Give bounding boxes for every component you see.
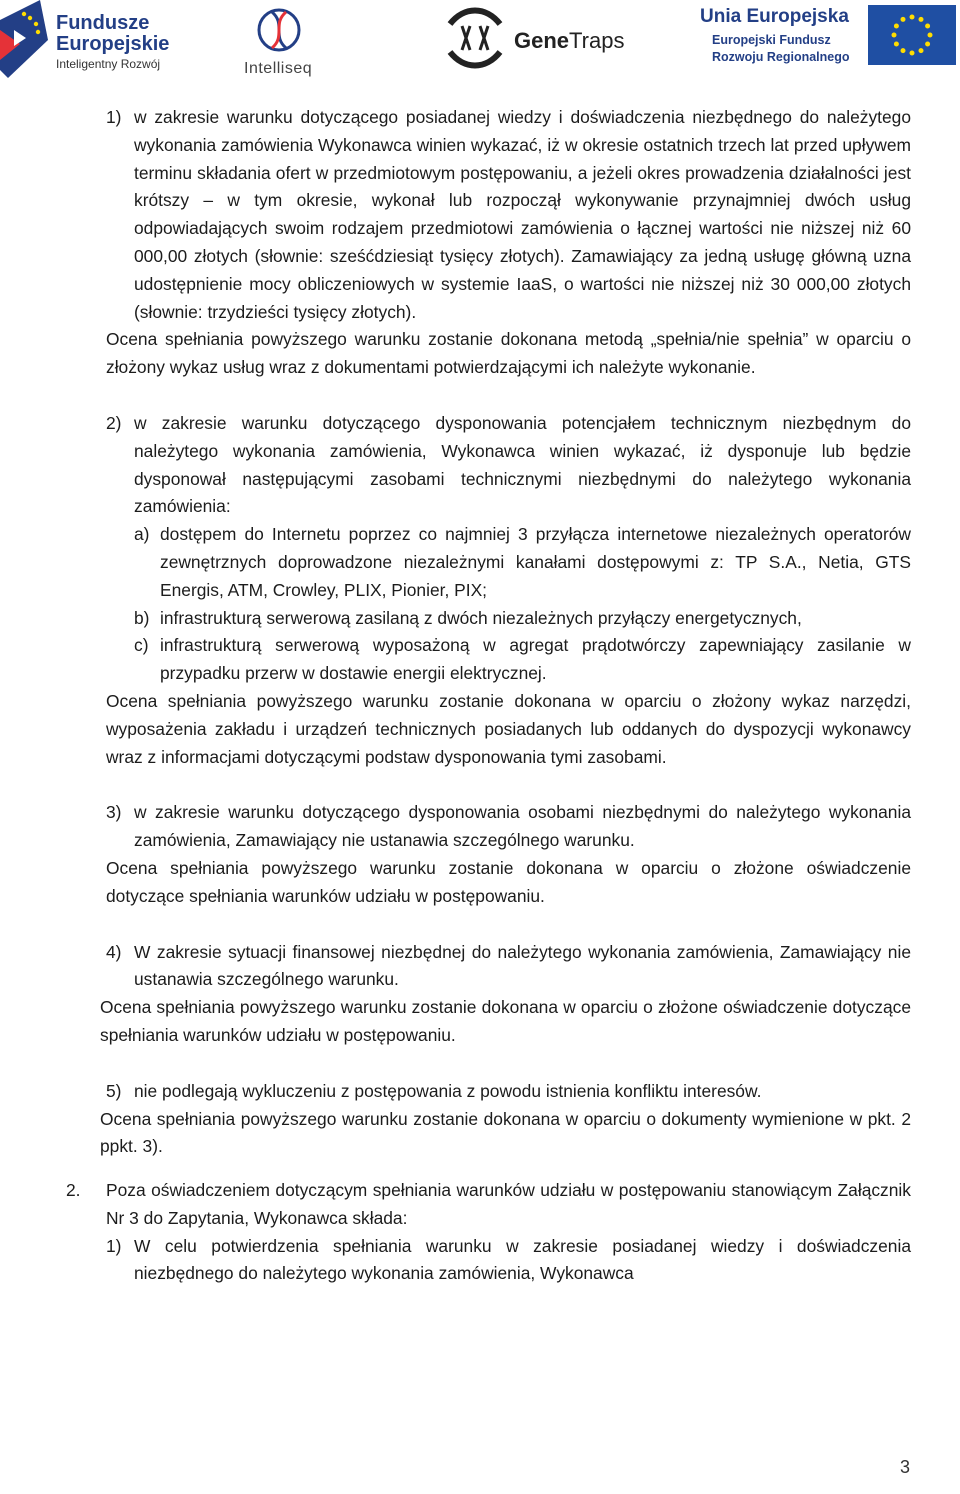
item-text: w zakresie warunku dotyczącego dysponowania osobami niezbędnymi do należytego wykonania zamówienia, Zamawiający nie ustanawia szczególnego warunku. <box>134 802 911 851</box>
section-2 <box>66 1177 911 1233</box>
fe-line2: Europejskie <box>56 33 170 55</box>
fe-line3: Inteligentny Rozwój <box>56 57 161 71</box>
item-number: 1) <box>106 1235 122 1256</box>
fe-flag-icon <box>0 0 48 78</box>
page-header <box>0 0 960 90</box>
unia-europejska-logo <box>700 0 960 80</box>
condition-item <box>106 939 911 995</box>
item-text: w zakresie warunku dotyczącego posiadanej wiedzy i doświadczenia niezbędnego do należytego wykonania zamówienia Wykonawca winien wykazać, iż w okresie ostatnich trzech lat przed upływem terminu składania ofert w przedmiotowym postępowaniu, a jeżeli okres prowadzenia działalności jest krótszy – w tym okresie, wykonał lub rozpoczął wykonywanie przynajmniej dwóch usług odpowiadających swoim rodzajem przedmiotowi zamówienia o łącznej wartości nie niższej niż 60 000,00 złotych (słownie: sześćdziesiąt tysięcy złotych). Zamawiający za jedną usługę główną uzna udostępnienie mocy obliczeniowych w systemie IaaS, o wartości nie niższej niż 30 000,00 złotych (słownie: trzydzieści tysięcy złotych). <box>134 107 911 322</box>
page-number: 3 <box>899 1457 910 1477</box>
assessment-text: Ocena spełniania powyższego warunku zostanie dokonana w oparciu o złożony wykaz narzędzi, wyposażenia zakładu i urządzeń technicznych posiadanych lub oddanych do dyspozycji wykonawcy wraz z informacjami dotyczącymi podstaw dysponowania tymi zasobami. <box>106 690 911 767</box>
genetraps-light: Traps <box>569 28 625 53</box>
sub-item <box>106 521 911 604</box>
sub-item <box>106 632 911 688</box>
ue-line3: Rozwoju Regionalnego <box>712 50 850 64</box>
item-number: 4) <box>106 941 122 962</box>
document-body <box>66 104 911 1288</box>
section-2-sub-item <box>106 1233 911 1289</box>
item-text: W celu potwierdzenia spełniania warunku w zakresie posiadanej wiedzy i doświadczenia niezbędnego do należytego wykonania zamówienia, Wykonawca <box>134 1235 911 1284</box>
assessment-text: Ocena spełniania powyższego warunku zostanie dokonana w oparciu o złożone oświadczenie dotyczące spełniania warunków udziału w postępowaniu. <box>106 857 911 906</box>
assessment-text: Ocena spełniania powyższego warunku zostanie dokonana w oparciu o złożone oświadczenie dotyczące spełniania warunków udziału w postępowaniu. <box>100 997 911 1045</box>
sub-item-letter: a) <box>134 524 150 545</box>
genetraps-logo <box>444 0 624 80</box>
genetraps-name <box>514 28 624 54</box>
intelliseq-name: Intelliseq <box>244 60 313 77</box>
section-number: 2. <box>66 1180 81 1201</box>
sub-item <box>106 605 911 633</box>
sub-item-letter: c) <box>134 635 149 656</box>
item-number: 2) <box>106 412 122 433</box>
item-number: 5) <box>106 1080 122 1101</box>
item-text: nie podlegają wykluczeniu z postępowania z powodu istnienia konfliktu interesów. <box>134 1080 762 1101</box>
intelliseq-logo <box>238 0 328 80</box>
fe-line1: Fundusze <box>56 12 150 34</box>
intelliseq-helix-icon <box>256 2 302 58</box>
ue-line2: Europejski Fundusz <box>712 33 831 47</box>
condition-item <box>106 104 911 326</box>
section-text: Poza oświadczeniem dotyczącym spełniania warunków udziału w postępowaniu stanowiącym Załącznik Nr 3 do Zapytania, Wykonawca składa: <box>106 1180 911 1228</box>
genetraps-bold: Gene <box>514 28 570 53</box>
assessment-text: Ocena spełniania powyższego warunku zostanie dokonana metodą „spełnia/nie spełnia” w oparciu o złożony wykaz usług wraz z dokumentami potwierdzającymi ich należyte wykonanie. <box>106 329 911 378</box>
assessment-text: Ocena spełniania powyższego warunku zostanie dokonana w oparciu o dokumenty wymienione w pkt. 2 ppkt. 3). <box>100 1108 911 1157</box>
ue-title: Unia Europejska <box>700 6 849 27</box>
sub-item-text: infrastrukturą serwerową wyposażoną w agregat prądotwórczy zapewniający zasilanie w przypadku przerw w dostawie energii elektrycznej. <box>160 635 911 684</box>
genetraps-trap-icon <box>444 4 506 72</box>
condition-item <box>106 410 911 521</box>
item-text: W zakresie sytuacji finansowej niezbędnej do należytego wykonania zamówienia, Zamawiający nie ustanawia szczególnego warunku. <box>134 941 911 990</box>
sub-item-text: dostępem do Internetu poprzez co najmniej 3 przyłącza internetowe niezależnych operatorów zewnętrznych doprowadzone niezależnymi kanałami dostępowymi z: TP S.A., Netia, GTS Energis, ATM, Crowley, PLIX, Pionier, PIX; <box>160 524 911 600</box>
item-number: 1) <box>106 107 122 127</box>
eu-flag-icon <box>868 5 956 65</box>
fundusze-europejskie-logo <box>0 0 200 80</box>
item-text: w zakresie warunku dotyczącego dysponowania potencjałem technicznym niezbędnym do należytego wykonania zamówienia, Wykonawca winien wykazać, iż dysponuje lub będzie dysponował następującymi zasobami technicznymi niezbędnymi do należytego wykonania zamówienia: <box>134 412 911 517</box>
sub-item-letter: b) <box>134 607 150 628</box>
condition-item <box>106 799 911 855</box>
condition-item <box>106 1078 911 1106</box>
sub-item-text: infrastrukturą serwerową zasilaną z dwóch niezależnych przyłączy energetycznych, <box>160 607 802 628</box>
item-number: 3) <box>106 802 122 823</box>
